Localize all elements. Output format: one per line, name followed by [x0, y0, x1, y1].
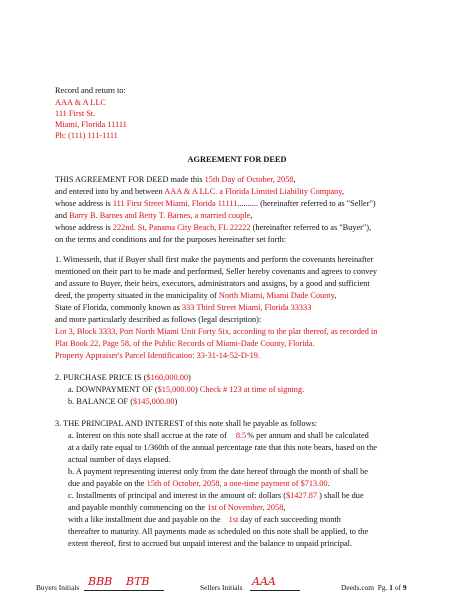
- balance-line: [68, 397, 177, 407]
- buyer-name: Barry B. Barnes and Betty T. Barnes, a married couple: [69, 211, 251, 220]
- property-municipality: North Miami, Miami Dade County: [218, 291, 335, 300]
- intro-line-2: [55, 187, 344, 197]
- witnesseth-text: deed, the property situated in the municipality of: [55, 291, 219, 300]
- seller-name: AAA & A LLC. a Florida Limited Liability Company: [164, 187, 342, 196]
- seller-initials-signature: AAA: [252, 575, 276, 588]
- intro-text: THIS AGREEMENT FOR DEED made this: [55, 175, 205, 184]
- intro-text: whose address is: [55, 223, 113, 232]
- interest-line-1: 3. THE PRINCIPAL AND INTEREST of this note shall be payable as follows:: [55, 419, 318, 428]
- installment-amount: $1427.87: [285, 491, 318, 500]
- price-text: b. BALANCE OF (: [68, 397, 133, 406]
- witnesseth-line-1: 1. Witnesseth, that if Buyer shall first make the payments and perform the covenants hereinafter: [55, 255, 374, 264]
- record-line-phone: Ph: (111) 111-1111: [55, 131, 118, 140]
- interest-text: due and payable on the: [68, 479, 147, 488]
- price-text: a. DOWNPAYMENT OF (: [68, 385, 158, 394]
- page-footer: [341, 583, 407, 592]
- legal-description-line-1: Lot 3, Block 3333, Port North Miami Unit Forty Six, according to the plat thereof, as recorded in: [55, 327, 378, 336]
- intro-text: whose address is: [55, 199, 113, 208]
- parcel-identification: Property Appraiser's Parcel Identification: 33-31-14-52-D-19.: [55, 351, 260, 360]
- interest-line-7: [68, 491, 364, 501]
- document-title: AGREEMENT FOR DEED: [187, 155, 287, 164]
- page-of: of: [394, 583, 401, 592]
- buyer-initials-signature-1: BBB: [88, 575, 113, 588]
- page-number: 1: [389, 583, 393, 592]
- interest-line-9: [68, 515, 341, 525]
- witnesseth-line-2: mentioned on their part to be made and performed, Seller hereby covenants and agrees to convey: [55, 267, 378, 276]
- legal-description-line-2: Plat Book 22, Page 58, of the Public Records of Miami-Dade County, Florida.: [55, 339, 315, 348]
- intro-text: .......... (hereinafter referred to as "Seller"): [237, 199, 376, 208]
- intro-line-6: on the terms and conditions and for the purposes hereinafter set forth:: [55, 235, 287, 244]
- seller-address: 111 First Street Miami, Florida 11111: [112, 199, 238, 208]
- intro-line-5: [55, 223, 371, 233]
- intro-line-1: [55, 175, 296, 185]
- interest-line-11: extent thereof, first to accrued but unpaid interest and the balance to unpaid principal.: [68, 539, 353, 548]
- sellers-initials-label: Sellers Initials: [200, 583, 243, 592]
- intro-line-4: [55, 211, 252, 221]
- interest-line-5: b. A payment representing interest only from the date hereof through the month of shall be: [68, 467, 368, 476]
- intro-text: and: [55, 211, 70, 220]
- price-text: ): [188, 373, 191, 382]
- downpayment-line: [68, 385, 304, 395]
- installment-start-date: 1st of November, 2058: [207, 503, 284, 512]
- page-total: 9: [402, 583, 407, 592]
- installment-day: 1st: [228, 515, 239, 524]
- interest-text: .: [327, 479, 330, 488]
- witnesseth-text: State of Florida, commonly known as: [55, 303, 182, 312]
- interest-line-3: at a daily rate equal to 1/360th of the annual percentage rate that this note bears, based on the: [68, 443, 377, 452]
- interest-line-2: [68, 431, 369, 441]
- witnesseth-line-5: [55, 303, 311, 313]
- witnesseth-line-6: and more particularly described as follows (legal description):: [55, 315, 262, 324]
- record-line-street: 111 First St.: [55, 109, 96, 118]
- site-name: Deeds.com: [341, 583, 375, 592]
- buyers-initials-line: [84, 590, 164, 591]
- witnesseth-text: ,: [334, 291, 337, 300]
- interest-line-6: [68, 479, 330, 489]
- record-line-name: AAA & A LLC: [55, 98, 106, 107]
- intro-text: ,: [250, 211, 253, 220]
- interest-text: % per annum and shall be calculated: [247, 431, 369, 440]
- price-text: 2. PURCHASE PRICE IS (: [55, 373, 147, 382]
- interest-text: day of each succeeding month: [238, 515, 341, 524]
- agreement-date: 15th Day of October, 2058: [204, 175, 294, 184]
- interest-line-8: [68, 503, 285, 513]
- interest-text: a. Interest on this note shall accrue at the rate of: [68, 431, 229, 440]
- intro-line-3: [55, 199, 376, 209]
- sellers-initials-line: [250, 590, 300, 591]
- intro-text: and entered into by and between: [55, 187, 165, 196]
- price-text: ): [194, 385, 200, 394]
- interest-text: and payable monthly commencing on the: [68, 503, 208, 512]
- record-line-city: Miami, Florida 11111: [55, 120, 127, 129]
- intro-text: ,: [341, 187, 344, 196]
- interest-rate: 8.5: [235, 431, 247, 440]
- intro-text: (hereinafter referred to as "Buyer"),: [250, 223, 372, 232]
- buyer-initials-signature-2: BTB: [126, 575, 150, 588]
- interest-text: ) shall be due: [317, 491, 364, 500]
- purchase-price-line: [55, 373, 191, 383]
- purchase-price: $160,000.00: [146, 373, 188, 382]
- witnesseth-line-3: and assure to Buyer, their heirs, executors, administrators and assigns, by a good and sufficient: [55, 279, 370, 288]
- buyers-initials-label: Buyers Initials: [36, 583, 80, 592]
- record-heading: Record and return to:: [55, 86, 126, 95]
- downpayment-method: Check # 123 at time of signing.: [199, 385, 305, 394]
- interest-line-4: actual number of days elapsed.: [68, 455, 171, 464]
- interest-text: with a like installment due and payable on the: [68, 515, 223, 524]
- witnesseth-line-4: [55, 291, 336, 301]
- interest-line-10: thereafter to maturity. All payments made as scheduled on this note shall be applied, to the: [68, 527, 369, 536]
- price-text: ): [174, 397, 178, 406]
- interest-text: c. Installments of principal and interest in the amount of: dollars (: [68, 491, 286, 500]
- interest-text: ,: [283, 503, 286, 512]
- interest-only-payment: 15th of October, 2058, a one-time payment of $713.00: [146, 479, 328, 488]
- buyer-address: 222nd. St, Panama City Beach, FL 22222: [112, 223, 251, 232]
- downpayment-amount: $15,000.00: [157, 385, 195, 394]
- balance-amount: $145,000.00: [133, 397, 175, 406]
- property-address: 333 Third Street Miami, Florida 33333: [181, 303, 312, 312]
- page-label: Pg.: [377, 583, 388, 592]
- intro-text: ,: [293, 175, 296, 184]
